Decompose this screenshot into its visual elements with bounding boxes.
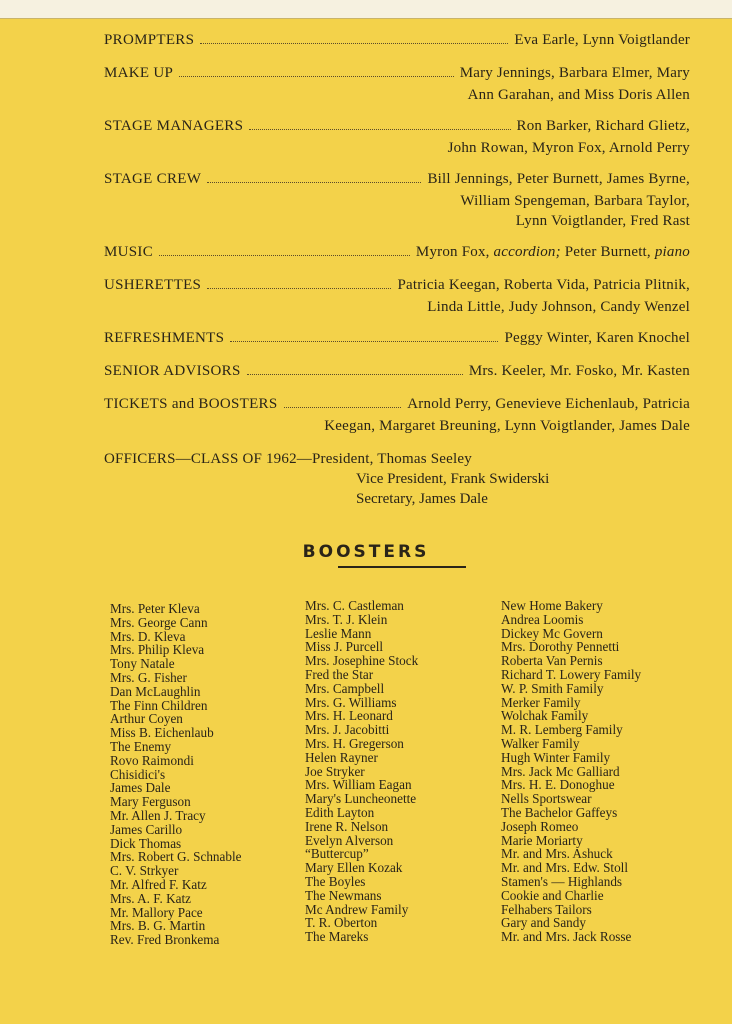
booster-name: Stamen's — Highlands — [501, 873, 623, 889]
booster-name: Wolchak Family — [501, 708, 589, 724]
booster-name: M. R. Lemberg Family — [501, 722, 623, 738]
booster-name: The Bachelor Gaffeys — [501, 804, 618, 820]
role-names: Mrs. Keeler, Mr. Fosko, Mr. Kasten — [468, 363, 690, 379]
booster-name: New Home Bakery — [501, 598, 603, 613]
music-name-2: Peter Burnett, — [560, 244, 655, 260]
booster-name: Mary's Luncheonette — [305, 791, 417, 807]
booster-name: “Buttercup” — [305, 846, 369, 862]
officers-president: OFFICERS—CLASS OF 1962—President, Thomas Seeley — [104, 451, 472, 467]
booster-name: Helen Rayner — [305, 749, 378, 765]
role-title: STAGE MANAGERS — [104, 118, 244, 134]
officers-vice-president: Vice President, Frank Swiderski — [356, 471, 550, 487]
booster-name: Richard T. Lowery Family — [501, 666, 642, 682]
role-title: REFRESHMENTS — [104, 330, 225, 346]
heading-underline — [338, 566, 466, 568]
dot-leader — [230, 341, 498, 342]
booster-name: The Boyles — [305, 873, 366, 889]
booster-name: Miss B. Eichenlaub — [110, 725, 214, 741]
credit-music — [104, 244, 690, 264]
booster-name: Mrs. Jack Mc Galliard — [501, 763, 620, 779]
booster-name: Mrs. H. Leonard — [305, 708, 393, 724]
music-name-1: Myron Fox, — [415, 244, 494, 260]
booster-name: Fred the Star — [305, 666, 374, 682]
credit-make-up — [104, 65, 690, 105]
production-credits — [104, 30, 690, 509]
role-title: STAGE CREW — [104, 171, 202, 187]
booster-name: Marie Moriarty — [501, 832, 583, 848]
dot-leader — [249, 129, 510, 130]
role-names-continued: Lynn Voigtlander, Fred Rast — [515, 213, 690, 229]
instrument-accordion: accordion; — [493, 244, 561, 260]
credit-usherettes — [104, 277, 690, 317]
booster-name: Mrs. Josephine Stock — [305, 653, 419, 669]
booster-name: Mr. and Mrs. Edw. Stoll — [501, 860, 628, 876]
booster-name: Cookie and Charlie — [501, 887, 604, 903]
booster-name: Hugh Winter Family — [501, 749, 611, 765]
dot-leader — [179, 76, 453, 77]
booster-name: Mrs. Robert G. Schnable — [110, 849, 242, 865]
booster-name: Edith Layton — [305, 804, 375, 820]
dot-leader — [159, 255, 410, 256]
booster-name: Mr. Mallory Pace — [110, 904, 203, 920]
booster-name: Mrs. G. Williams — [305, 694, 397, 710]
booster-name: Dick Thomas — [110, 835, 182, 851]
role-title: USHERETTES — [104, 277, 202, 293]
booster-name: Tony Natale — [110, 656, 175, 672]
role-title: PROMPTERS — [104, 32, 195, 48]
booster-name: Rev. Fred Bronkema — [110, 932, 220, 948]
booster-name: Mrs. Peter Kleva — [110, 601, 200, 616]
role-names: Peggy Winter, Karen Knochel — [504, 330, 690, 346]
booster-name: Leslie Mann — [305, 625, 372, 641]
role-names: Patricia Keegan, Roberta Vida, Patricia Plitnik, — [397, 277, 690, 293]
role-names — [416, 244, 690, 261]
booster-name: Mrs. Dorothy Pennetti — [501, 639, 620, 655]
role-names-continued: William Spengeman, Barbara Taylor, — [460, 193, 690, 209]
booster-name: Evelyn Alverson — [305, 832, 394, 848]
booster-name: Mr. and Mrs. Jack Rosse — [501, 929, 632, 945]
role-names: Arnold Perry, Genevieve Eichenlaub, Patricia — [407, 396, 690, 412]
booster-name: Mr. and Mrs. Ashuck — [501, 846, 613, 862]
role-title: MAKE UP — [104, 65, 174, 81]
booster-name: The Finn Children — [110, 697, 208, 713]
booster-name: James Carillo — [110, 821, 183, 837]
booster-name: Mr. Alfred F. Katz — [110, 876, 207, 892]
role-title: TICKETS and BOOSTERS — [104, 396, 278, 412]
booster-name: Merker Family — [501, 694, 581, 710]
booster-name: Mrs. J. Jacobitti — [305, 722, 390, 738]
booster-name: Walker Family — [501, 735, 580, 751]
credit-stage-crew — [104, 171, 690, 231]
booster-name: Mrs. T. J. Klein — [305, 611, 388, 627]
dot-leader — [284, 407, 402, 408]
role-title: SENIOR ADVISORS — [104, 363, 241, 379]
booster-name: Joe Stryker — [305, 763, 365, 779]
role-names-continued: Ann Garahan, and Miss Doris Allen — [467, 87, 690, 103]
booster-name: Andrea Loomis — [501, 611, 584, 627]
booster-name: Chisidici's — [110, 766, 166, 782]
booster-name: Mrs. D. Kleva — [110, 628, 186, 644]
role-title: MUSIC — [104, 244, 154, 260]
booster-name: Joseph Romeo — [501, 818, 579, 834]
role-names: Ron Barker, Richard Glietz, — [516, 118, 690, 134]
dot-leader — [207, 288, 391, 289]
credit-senior-advisors — [104, 363, 690, 383]
credit-tickets-boosters — [104, 396, 690, 436]
boosters-column-2 — [305, 599, 418, 944]
dot-leader — [207, 182, 421, 183]
dot-leader — [200, 43, 508, 44]
booster-name: Rovo Raimondi — [110, 752, 194, 768]
booster-name: W. P. Smith Family — [501, 680, 604, 696]
role-names-continued: Linda Little, Judy Johnson, Candy Wenzel — [427, 299, 690, 315]
role-names: Mary Jennings, Barbara Elmer, Mary — [459, 65, 690, 81]
booster-name: Dickey Mc Govern — [501, 625, 603, 641]
booster-name: The Mareks — [305, 929, 369, 945]
instrument-piano: piano — [654, 244, 690, 260]
boosters-column-3 — [501, 599, 641, 944]
credit-refreshments — [104, 330, 690, 350]
booster-name: Arthur Coyen — [110, 711, 183, 727]
role-names: Bill Jennings, Peter Burnett, James Byrne, — [427, 171, 690, 187]
booster-name: C. V. Strkyer — [110, 863, 179, 879]
booster-name: Mrs. B. G. Martin — [110, 918, 206, 934]
booster-name: Mr. Allen J. Tracy — [110, 807, 206, 823]
booster-name: Mary Ferguson — [110, 794, 191, 810]
booster-name: Mrs. G. Fisher — [110, 669, 187, 685]
booster-name: Mrs. H. E. Donoghue — [501, 777, 615, 793]
class-officers — [104, 449, 690, 509]
booster-name: Roberta Van Pernis — [501, 653, 603, 669]
boosters-column-1 — [110, 602, 242, 947]
boosters-heading: BOOSTERS — [302, 542, 430, 562]
booster-name: Mrs. William Eagan — [305, 777, 412, 793]
role-names: Eva Earle, Lynn Voigtlander — [514, 32, 690, 48]
booster-name: Mrs. A. F. Katz — [110, 890, 191, 906]
booster-name: Mc Andrew Family — [305, 901, 409, 917]
booster-name: Mrs. H. Gregerson — [305, 735, 404, 751]
booster-name: James Dale — [110, 780, 171, 796]
credit-stage-managers — [104, 118, 690, 158]
booster-name: Gary and Sandy — [501, 915, 586, 931]
role-names-continued: Keegan, Margaret Breuning, Lynn Voigtlander, James Dale — [324, 418, 690, 434]
role-names-continued: John Rowan, Myron Fox, Arnold Perry — [447, 140, 690, 156]
page-top-edge — [0, 0, 732, 19]
booster-name: The Newmans — [305, 887, 382, 903]
booster-name: Mrs. George Cann — [110, 614, 208, 630]
booster-name: Irene R. Nelson — [305, 818, 389, 834]
booster-name: T. R. Oberton — [305, 915, 378, 931]
booster-name: Nells Sportswear — [501, 791, 592, 807]
booster-name: Mrs. C. Castleman — [305, 598, 404, 613]
booster-name: Mary Ellen Kozak — [305, 860, 403, 876]
booster-name: Dan McLaughlin — [110, 683, 201, 699]
officers-secretary: Secretary, James Dale — [356, 491, 488, 507]
credit-prompters — [104, 32, 690, 52]
dot-leader — [247, 374, 463, 375]
booster-name: Mrs. Philip Kleva — [110, 642, 205, 658]
booster-name: The Enemy — [110, 738, 172, 754]
booster-name: Felhabers Tailors — [501, 901, 592, 917]
booster-name: Mrs. Campbell — [305, 680, 385, 696]
booster-name: Miss J. Purcell — [305, 639, 384, 655]
